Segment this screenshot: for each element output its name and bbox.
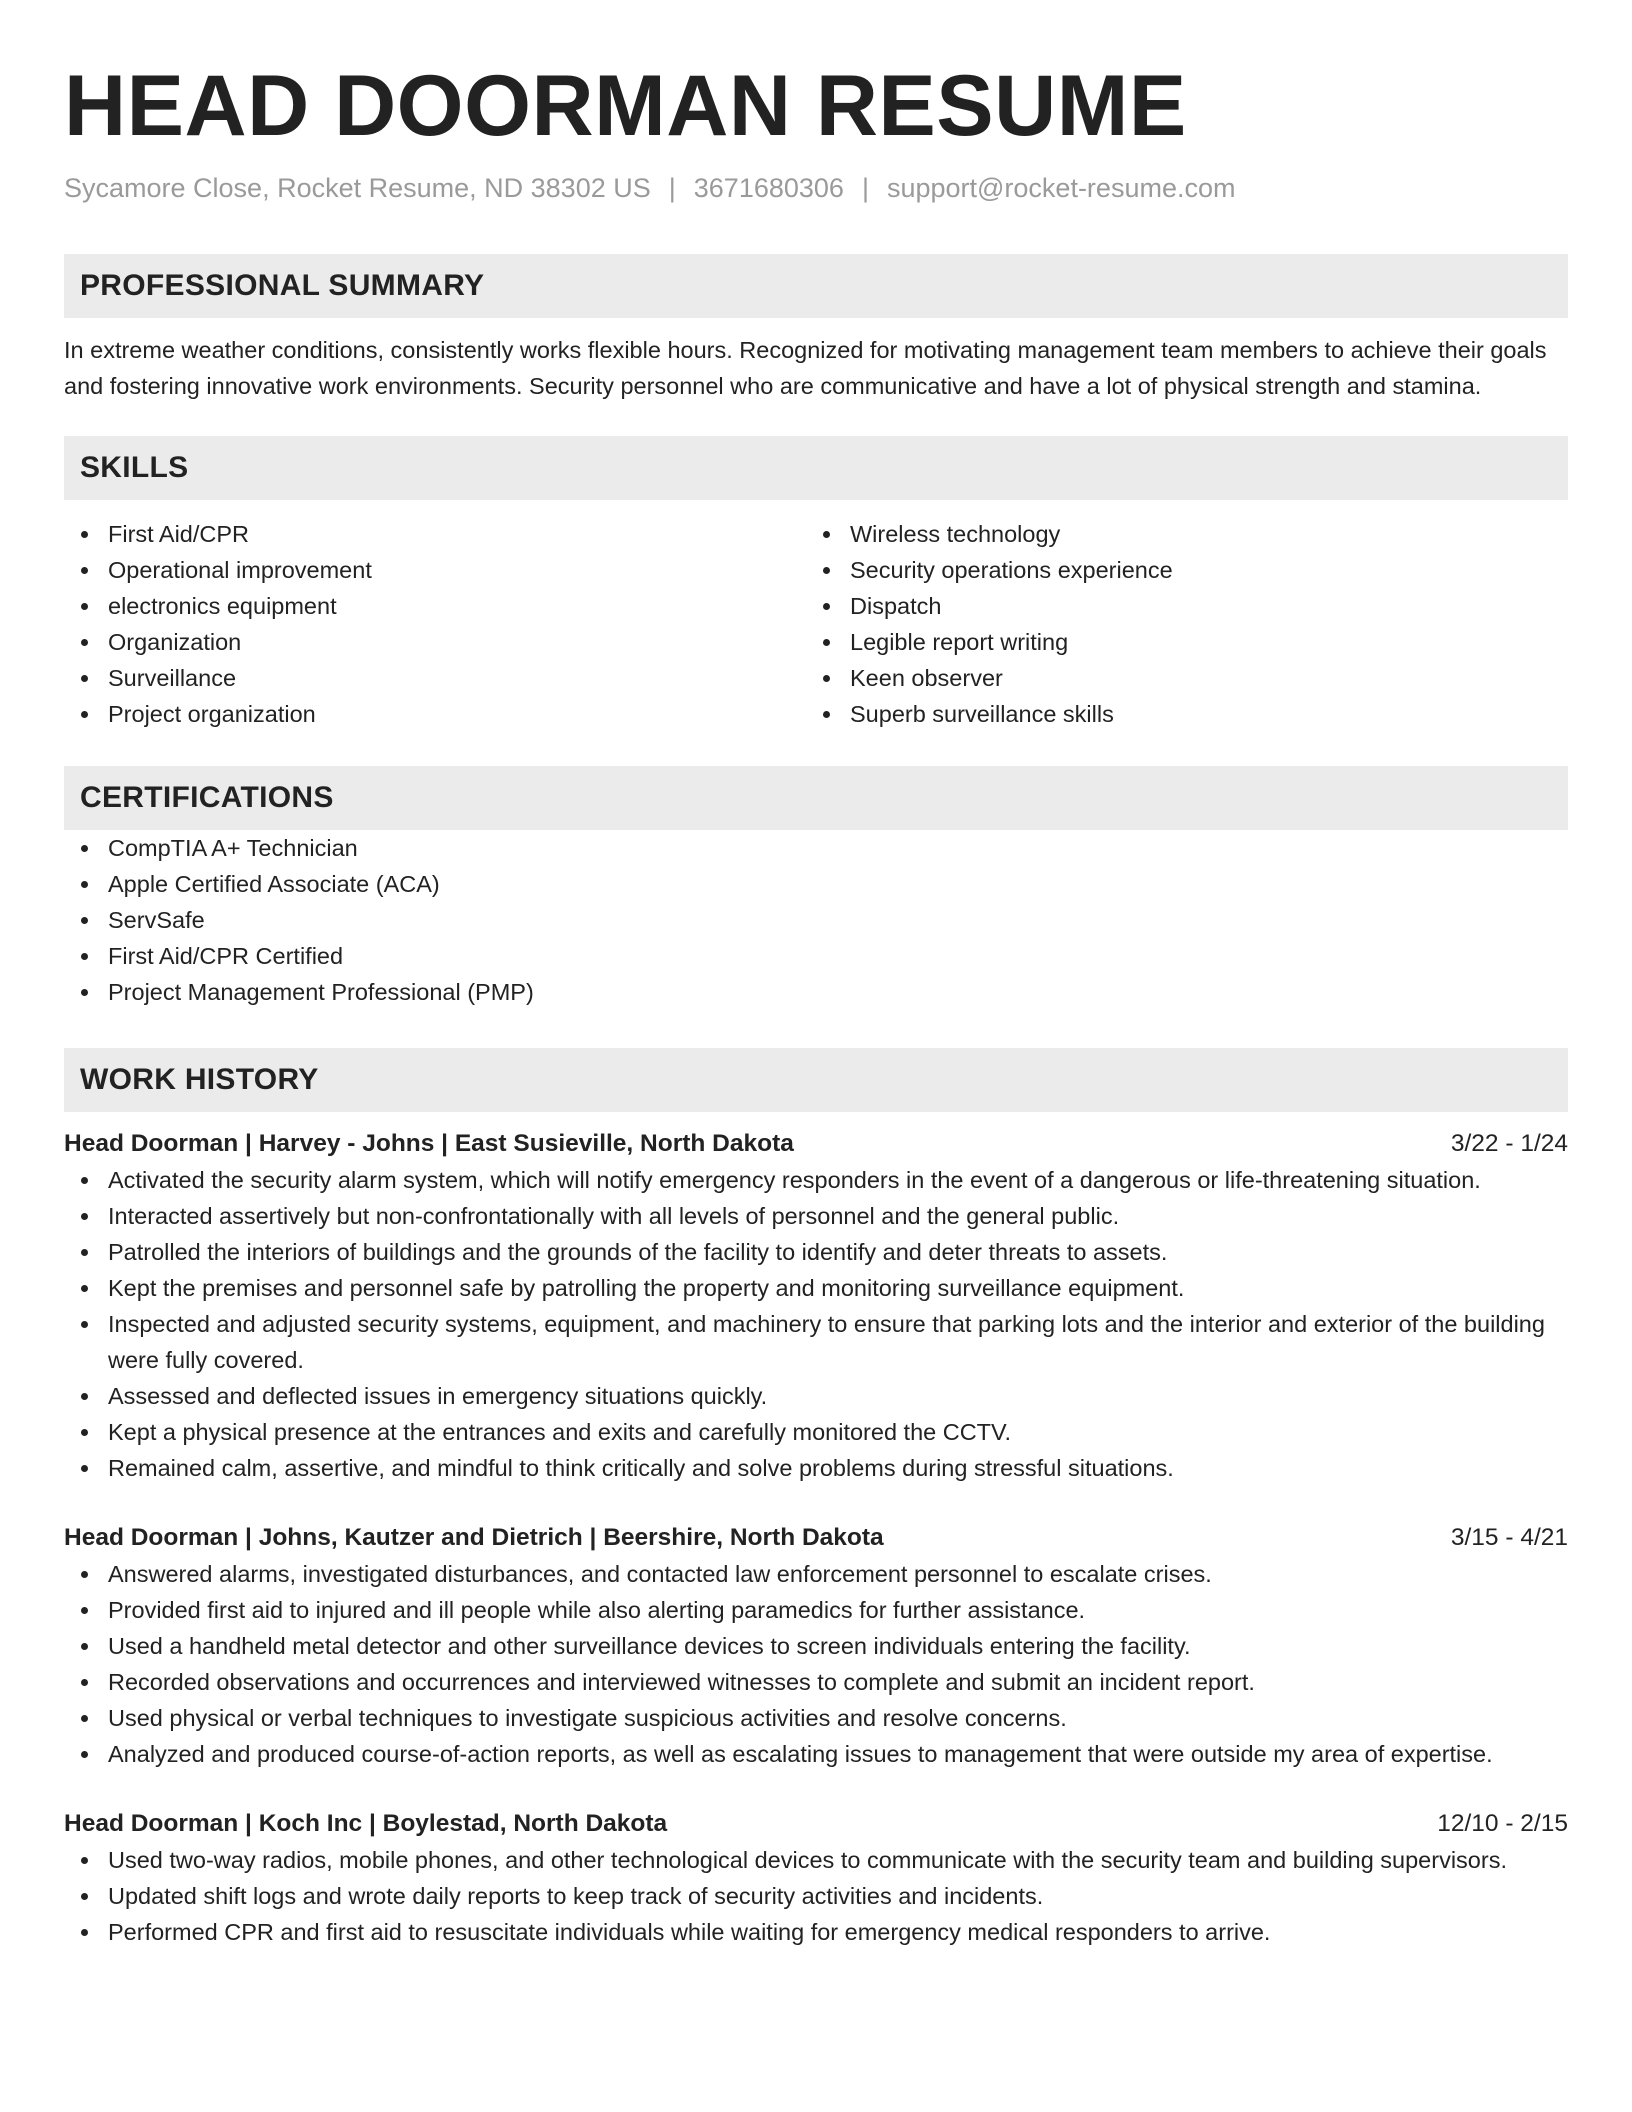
certification-item: CompTIA A+ Technician xyxy=(64,830,1568,866)
job-entry xyxy=(64,1520,1568,1772)
job-bullet: Activated the security alarm system, which will notify emergency responders in the event of a dangerous or life-threatening situation. xyxy=(64,1162,1568,1198)
job-heading: Head Doorman | Johns, Kautzer and Dietrich | Beershire, North Dakota xyxy=(64,1524,884,1551)
job-heading: Head Doorman | Harvey - Johns | East Susieville, North Dakota xyxy=(64,1130,794,1157)
skill-item: electronics equipment xyxy=(64,588,806,624)
skills-column-left xyxy=(64,516,806,732)
job-bullet: Patrolled the interiors of buildings and the grounds of the facility to identify and deter threats to assets. xyxy=(64,1234,1568,1270)
job-header xyxy=(64,1520,1568,1556)
summary-text: In extreme weather conditions, consistently works flexible hours. Recognized for motivating management team members to achieve their goals and fostering innovative work environments. Security personnel who are communicative and have a lot of physical strength and stamina. xyxy=(64,337,1547,399)
job-bullet: Answered alarms, investigated disturbances, and contacted law enforcement personnel to escalate crises. xyxy=(64,1556,1568,1592)
contact-phone: 3671680306 xyxy=(693,173,844,203)
skill-item: Legible report writing xyxy=(806,624,1548,660)
skill-item: Wireless technology xyxy=(806,516,1548,552)
skill-item: Keen observer xyxy=(806,660,1548,696)
job-entry xyxy=(64,1126,1568,1486)
job-bullet: Interacted assertively but non-confrontationally with all levels of personnel and the general public. xyxy=(64,1198,1568,1234)
job-bullet: Used a handheld metal detector and other surveillance devices to screen individuals entering the facility. xyxy=(64,1628,1568,1664)
skill-item: First Aid/CPR xyxy=(64,516,806,552)
skill-item: Organization xyxy=(64,624,806,660)
job-bullet: Kept the premises and personnel safe by patrolling the property and monitoring surveillance equipment. xyxy=(64,1270,1568,1306)
job-header xyxy=(64,1806,1568,1842)
job-bullet: Provided first aid to injured and ill people while also alerting paramedics for further assistance. xyxy=(64,1592,1568,1628)
contact-address: Sycamore Close, Rocket Resume, ND 38302 US xyxy=(64,173,651,203)
skills-list-left xyxy=(64,516,806,732)
skill-item: Security operations experience xyxy=(806,552,1548,588)
job-bullets xyxy=(64,1556,1568,1772)
section-header-skills: SKILLS xyxy=(64,436,1568,500)
job-bullet: Analyzed and produced course-of-action reports, as well as escalating issues to management that were outside my area of expertise. xyxy=(64,1736,1568,1772)
contact-separator: | xyxy=(668,173,676,203)
job-bullet: Assessed and deflected issues in emergency situations quickly. xyxy=(64,1378,1568,1414)
skills-column-right xyxy=(806,516,1548,732)
job-dates: 12/10 - 2/15 xyxy=(1437,1810,1568,1837)
job-dates: 3/15 - 4/21 xyxy=(1450,1524,1568,1551)
job-bullets xyxy=(64,1842,1568,1950)
contact-email: support@rocket-resume.com xyxy=(886,173,1236,203)
resume-title: HEAD DOORMAN RESUME xyxy=(64,58,1187,154)
section-header-certifications: CERTIFICATIONS xyxy=(64,766,1568,830)
skills-list-right xyxy=(806,516,1548,732)
certification-item: First Aid/CPR Certified xyxy=(64,938,1568,974)
section-header-work-history: WORK HISTORY xyxy=(64,1048,1568,1112)
job-heading: Head Doorman | Koch Inc | Boylestad, North Dakota xyxy=(64,1810,668,1837)
job-header xyxy=(64,1126,1568,1162)
job-bullets xyxy=(64,1162,1568,1486)
certification-item: ServSafe xyxy=(64,902,1568,938)
resume-page xyxy=(64,56,1568,1950)
skills-grid xyxy=(64,516,1568,732)
certification-item: Project Management Professional (PMP) xyxy=(64,974,1568,1010)
job-bullet: Kept a physical presence at the entrances and exits and carefully monitored the CCTV. xyxy=(64,1414,1568,1450)
job-bullet: Performed CPR and first aid to resuscitate individuals while waiting for emergency medical responders to arrive. xyxy=(64,1914,1568,1950)
job-bullet: Updated shift logs and wrote daily reports to keep track of security activities and incidents. xyxy=(64,1878,1568,1914)
skill-item: Operational improvement xyxy=(64,552,806,588)
job-bullet: Recorded observations and occurrences and interviewed witnesses to complete and submit an incident report. xyxy=(64,1664,1568,1700)
job-entry xyxy=(64,1806,1568,1950)
skill-item: Project organization xyxy=(64,696,806,732)
job-bullet: Used two-way radios, mobile phones, and other technological devices to communicate with the security team and building supervisors. xyxy=(64,1842,1568,1878)
job-bullet: Inspected and adjusted security systems, equipment, and machinery to ensure that parking lots and the interior and exterior of the building were fully covered. xyxy=(64,1306,1568,1378)
job-dates: 3/22 - 1/24 xyxy=(1450,1130,1568,1157)
certifications-list xyxy=(64,830,1568,1010)
skill-item: Dispatch xyxy=(806,588,1548,624)
contact-separator: | xyxy=(861,173,869,203)
certification-item: Apple Certified Associate (ACA) xyxy=(64,866,1568,902)
contact-line xyxy=(64,170,1568,206)
skill-item: Superb surveillance skills xyxy=(806,696,1548,732)
job-bullet: Remained calm, assertive, and mindful to think critically and solve problems during stressful situations. xyxy=(64,1450,1568,1486)
section-header-summary: PROFESSIONAL SUMMARY xyxy=(64,254,1568,318)
skill-item: Surveillance xyxy=(64,660,806,696)
job-bullet: Used physical or verbal techniques to investigate suspicious activities and resolve concerns. xyxy=(64,1700,1568,1736)
